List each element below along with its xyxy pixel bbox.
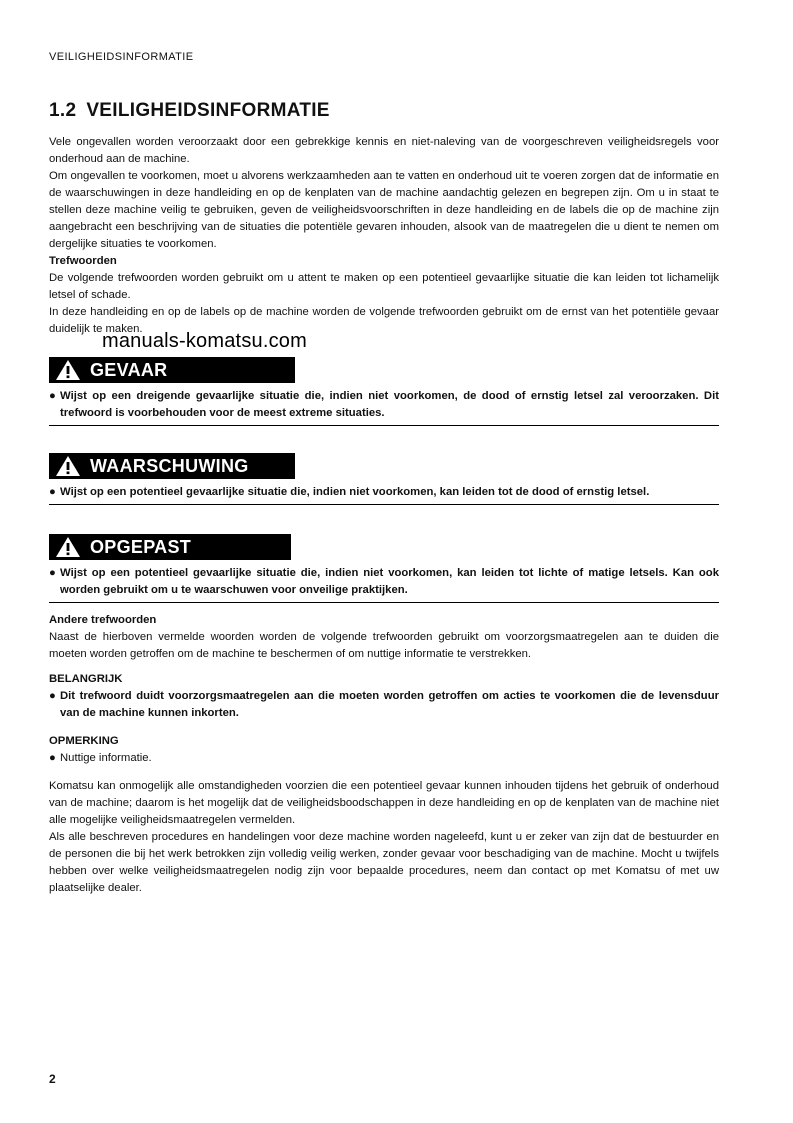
caution-label-text: OPGEPAST <box>90 536 192 557</box>
closing-paragraph-2: Als alle beschreven procedures en handelingen voor deze machine worden nageleefd, kunt u er zeker van zijn dat de bestuurder en de personen die bij het werk betrokken zijn volledig veilig werken, zonder gevaar voor beschadiging van de machine. Mocht u twijfels hebben over welke veiligheidsmaatregelen nodig zijn voor bepaalde procedures, neem dan contact op met Komatsu of met uw plaatselijke dealer. <box>49 831 719 894</box>
warning-box <box>49 453 719 505</box>
warning-triangle-icon <box>55 455 81 477</box>
caution-label <box>49 534 291 560</box>
other-words-paragraph: Naast de hierboven vermelde woorden worden de volgende trefwoorden gebruikt om voorzorgsmaatregelen aan te duiden die moeten worden getroffen om de machine te beschermen of om nuttige informatie te verstrekken. <box>49 631 719 660</box>
signal-words-paragraph-2: In deze handleiding en op de labels op de machine worden de volgende trefwoorden gebruikt om de ernst van het potentiële gevaar duidelijk te maken. <box>49 306 719 335</box>
other-words-heading: Andere trefwoorden <box>49 614 157 626</box>
watermark-text: manuals-komatsu.com <box>102 330 307 352</box>
section-number: 1.2 <box>49 100 77 121</box>
danger-label <box>49 357 295 383</box>
caution-divider <box>49 602 719 603</box>
section-title-text: VEILIGHEIDSINFORMATIE <box>86 100 330 121</box>
bullet-dot-icon: ● <box>49 690 56 702</box>
section-title <box>49 100 330 122</box>
caution-box <box>49 534 719 603</box>
body-content <box>49 134 719 897</box>
warning-triangle-icon <box>55 536 81 558</box>
danger-box <box>49 357 719 426</box>
caution-text <box>49 565 719 599</box>
note-description: Nuttige informatie. <box>60 752 152 764</box>
closing-paragraph-1: Komatsu kan onmogelijk alle omstandigheden voorzien die een potentieel gevaar kunnen inhouden tijdens het gebruik of onderhoud van de machine; daarom is het mogelijk dat de veiligheidsboodschappen in deze handleiding en op de kenplaten van de machine niet alle mogelijke veiligheidsmaatregelen vermelden. <box>49 780 719 826</box>
signal-words-heading: Trefwoorden <box>49 255 117 267</box>
danger-text <box>49 388 719 422</box>
bullet-dot-icon: ● <box>49 486 56 498</box>
warning-text <box>49 484 719 501</box>
warning-label-text: WAARSCHUWING <box>90 455 249 476</box>
important-description: Dit trefwoord duidt voorzorgsmaatregelen aan die moeten worden getroffen om acties te voorkomen die de levensduur van de machine kunnen inkorten. <box>60 690 719 719</box>
bullet-dot-icon: ● <box>49 752 56 764</box>
danger-description: Wijst op een dreigende gevaarlijke situatie die, indien niet voorkomen, de dood of ernstig letsel zal veroorzaken. Dit trefwoord is voorbehouden voor de meest extreme situaties. <box>60 390 719 419</box>
page-number: 2 <box>49 1072 56 1086</box>
intro-paragraph-1: Vele ongevallen worden veroorzaakt door een gebrekkige kennis en niet-naleving van de voorgeschreven veiligheidsregels voor onderhoud aan de machine. <box>49 136 719 165</box>
running-header: VEILIGHEIDSINFORMATIE <box>49 51 194 63</box>
bullet-dot-icon: ● <box>49 390 56 402</box>
bullet-dot-icon: ● <box>49 567 56 579</box>
warning-divider <box>49 504 719 505</box>
caution-description: Wijst op een potentieel gevaarlijke situatie die, indien niet voorkomen, kan leiden tot lichte of matige letsels. Kan ook worden gebruikt om u te waarschuwen voor onveilige praktijken. <box>60 567 719 596</box>
warning-triangle-icon <box>55 359 81 381</box>
intro-paragraph-2: Om ongevallen te voorkomen, moet u alvorens werkzaamheden aan te vatten en onderhoud uit te voeren zorgen dat de informatie en de waarschuwingen in deze handleiding en op de kenplaten van de machine aandachtig gelezen en begrepen zijn. Om u in staat te stellen deze machine veilig te gebruiken, geven de veiligheidsvoorschriften in deze handleiding en de labels die op de machine zijn aangebracht een beschrijving van de situaties die potentiële gevaren inhouden, alsook van de maatregelen die u dient te nemen om dergelijke situaties te voorkomen. <box>49 170 719 250</box>
warning-label <box>49 453 295 479</box>
danger-label-text: GEVAAR <box>90 359 168 380</box>
important-text <box>49 688 719 722</box>
warning-description: Wijst op een potentieel gevaarlijke situatie die, indien niet voorkomen, kan leiden tot de dood of ernstig letsel. <box>60 486 650 498</box>
danger-divider <box>49 425 719 426</box>
note-heading: OPMERKING <box>49 735 119 747</box>
important-heading: BELANGRIJK <box>49 673 123 685</box>
signal-words-paragraph-1: De volgende trefwoorden worden gebruikt om u attent te maken op een potentieel gevaarlijke situatie die kan leiden tot lichamelijk letsel of schade. <box>49 272 719 301</box>
note-text <box>49 750 719 767</box>
